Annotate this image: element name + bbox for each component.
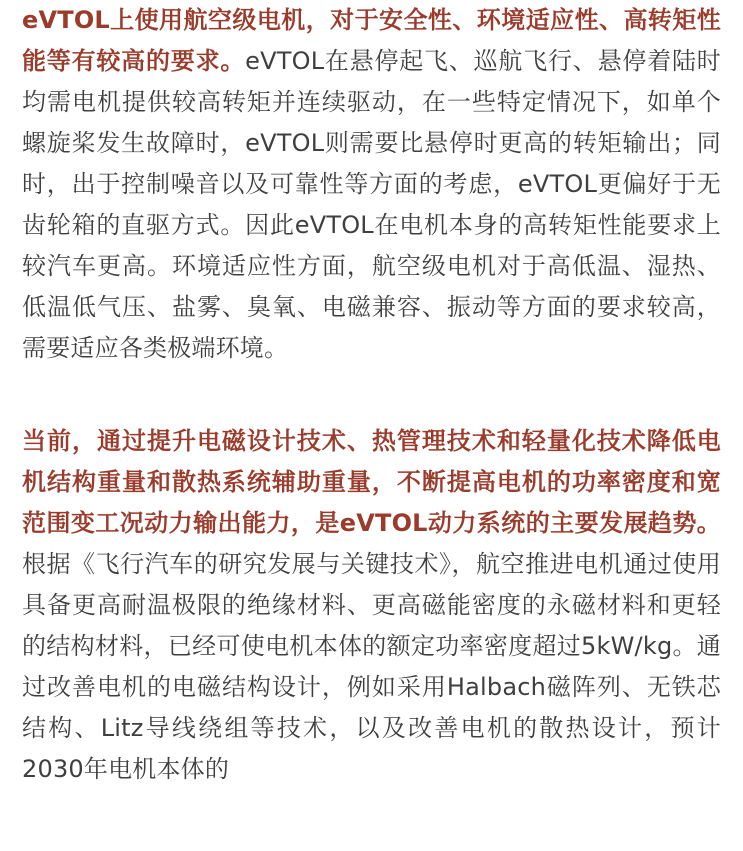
- paragraph-text: eVTOL在悬停起飞、巡航飞行、悬停着陆时均需电机提供较高转矩并连续驱动，在一些特定情况下，如单个螺旋桨发生故障时，eVTOL则需要比悬停时更高的转矩输出；同时，出于控制噪音以及可靠性等方面的考虑，eVTOL更偏好于无齿轮箱的直驱方式。因此eVTOL在电机本身的高转矩性能要求上较汽车更高。环境适应性方面，航空级电机对于高低温、湿热、低温低气压、盐雾、臭氧、电磁兼容、振动等方面的要求较高，需要适应各类极端环境。: [22, 47, 721, 362]
- paragraph-text: 根据《飞行汽车的研究发展与关键技术》，航空推进电机通过使用具备更高耐温极限的绝缘材料、更高磁能密度的永磁材料和更轻的结构材料，已经可使电机本体的额定功率密度超过5kW/kg。通过改善电机的电磁结构设计，例如采用Halbach磁阵列、无铁芯结构、Litz导线绕组等技术，以及改善电机的散热设计，预计2030年电机本体的: [22, 550, 721, 783]
- paragraph-highlight: 当前，通过提升电磁设计技术、热管理技术和轻量化技术降低电机结构重量和散热系统辅助重量，不断提高电机的功率密度和宽范围变工况动力输出能力，是eVTOL动力系统的主要发展趋势。: [22, 427, 721, 537]
- paragraph-motor-requirements: [22, 0, 721, 369]
- paragraph-highlight: eVTOL上使用航空级电机，对于安全性、环境适应性、高转矩性能等有较高的要求。: [22, 6, 721, 75]
- paragraph-development-trend: [22, 421, 721, 790]
